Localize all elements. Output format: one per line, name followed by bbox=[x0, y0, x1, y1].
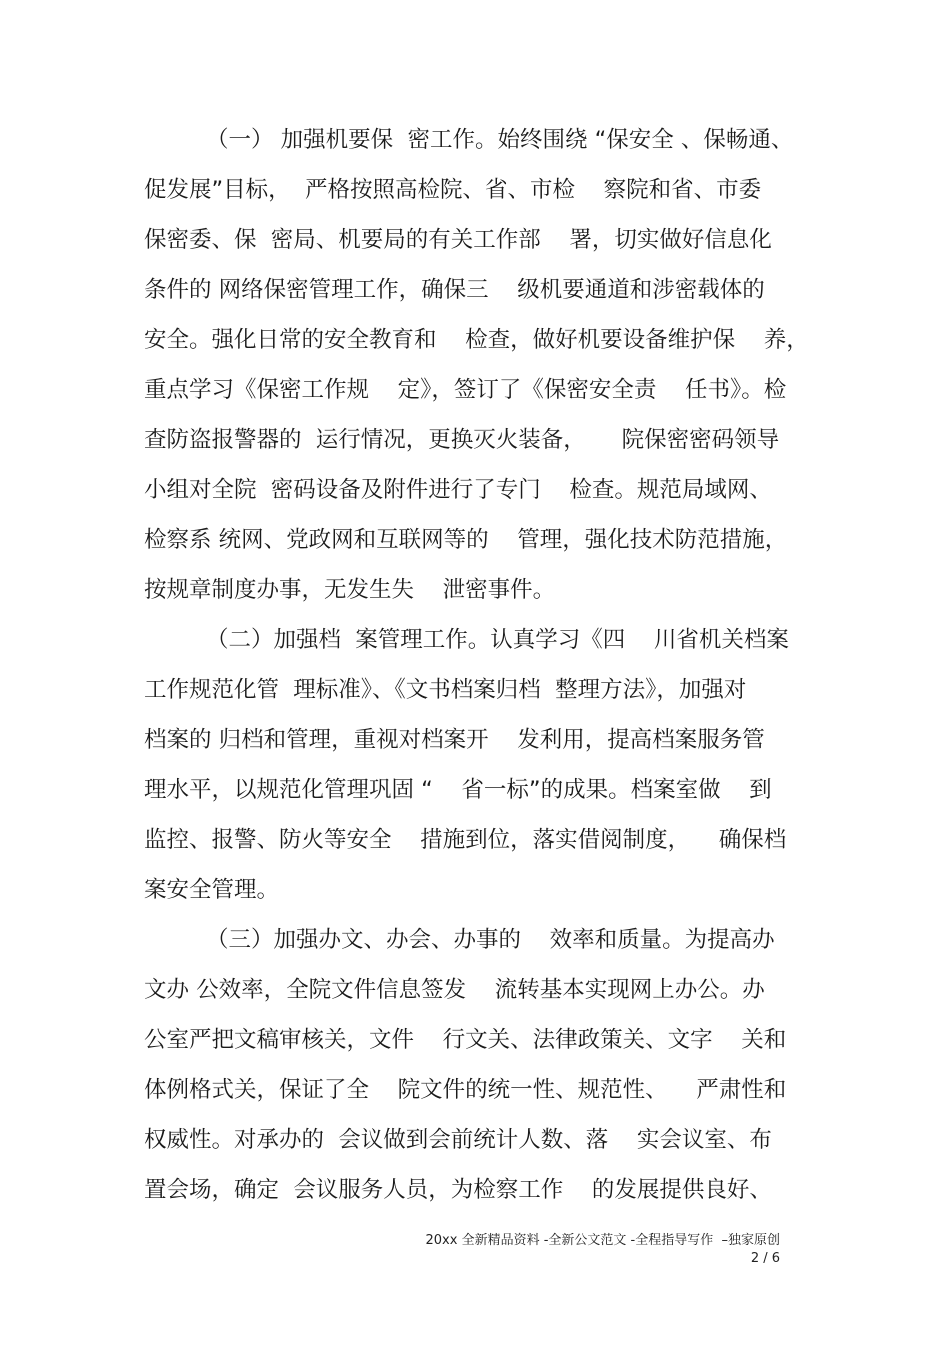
paragraph-3-line-5: 权威性。对承办的 会议做到会前统计人数、落 实会议室、布 bbox=[144, 1127, 772, 1153]
paragraph-2-line-1: （二）加强档 案管理工作。认真学习《四 川省机关档案 bbox=[206, 627, 789, 653]
paragraph-1-line-7: 查防盗报警器的 运行情况，更换灭火装备， 院保密密码领导 bbox=[144, 427, 780, 453]
paragraph-1-line-8: 小组对全院 密码设备及附件进行了专门 检查。规范局域网、 bbox=[144, 477, 772, 503]
paragraph-1-line-1: （一） 加强机要保 密工作。始终围绕 “保安全 、保畅通、 bbox=[206, 127, 794, 153]
paragraph-2-line-5: 监控、报警、防火等安全 措施到位，落实借阅制度， 确保档 bbox=[144, 827, 787, 853]
paragraph-2-line-4: 理水平，以规范化管理巩固 “ 省一标”的成果。档案室做 到 bbox=[144, 777, 772, 803]
paragraph-1-line-6: 重点学习《保密工作规 定》，签订了《保密安全责 任书》。检 bbox=[144, 377, 787, 403]
paragraph-1-line-10: 按规章制度办事，无发生失 泄密事件。 bbox=[144, 577, 556, 603]
paragraph-2-line-6: 案安全管理。 bbox=[144, 877, 280, 903]
paragraph-2-line-2: 工作规范化管 理标准》、《文书档案归档 整理方法》，加强对 bbox=[144, 677, 747, 703]
paragraph-3-line-6: 置会场，确定 会议服务人员，为检察工作 的发展提供良好、 bbox=[144, 1177, 772, 1203]
paragraph-1-line-3: 保密委、保 密局、机要局的有关工作部 署，切实做好信息化 bbox=[144, 227, 772, 253]
paragraph-1-line-2: 促发展”目标， 严格按照高检院、省、市检 察院和省、市委 bbox=[144, 177, 762, 203]
paragraph-1-line-9: 检察系 统网、党政网和互联网等的 管理，强化技术防范措施， bbox=[144, 527, 788, 553]
footer-text: 20xx 全新精品资料 -全新公文范文 -全程指导写作 –独家原创 bbox=[425, 1233, 780, 1248]
paragraph-3-line-2: 文办 公效率，全院文件信息签发 流转基本实现网上办公。办 bbox=[144, 977, 765, 1003]
page-number: 2 / 6 bbox=[750, 1251, 780, 1266]
paragraph-1-line-4: 条件的 网络保密管理工作，确保三 级机要通道和涉密载体的 bbox=[144, 277, 765, 303]
paragraph-1-line-5: 安全。强化日常的安全教育和 检查，做好机要设备维护保 养， bbox=[144, 327, 809, 353]
paragraph-3-line-3: 公室严把文稿审核关，文件 行文关、法律政策关、文字 关和 bbox=[144, 1027, 787, 1053]
paragraph-2-line-3: 档案的 归档和管理，重视对档案开 发利用，提高档案服务管 bbox=[144, 727, 765, 753]
paragraph-3-line-1: （三）加强办文、办会、办事的 效率和质量。为提高办 bbox=[206, 927, 775, 953]
paragraph-3-line-4: 体例格式关，保证了全 院文件的统一性、规范性、 严肃性和 bbox=[144, 1077, 787, 1103]
